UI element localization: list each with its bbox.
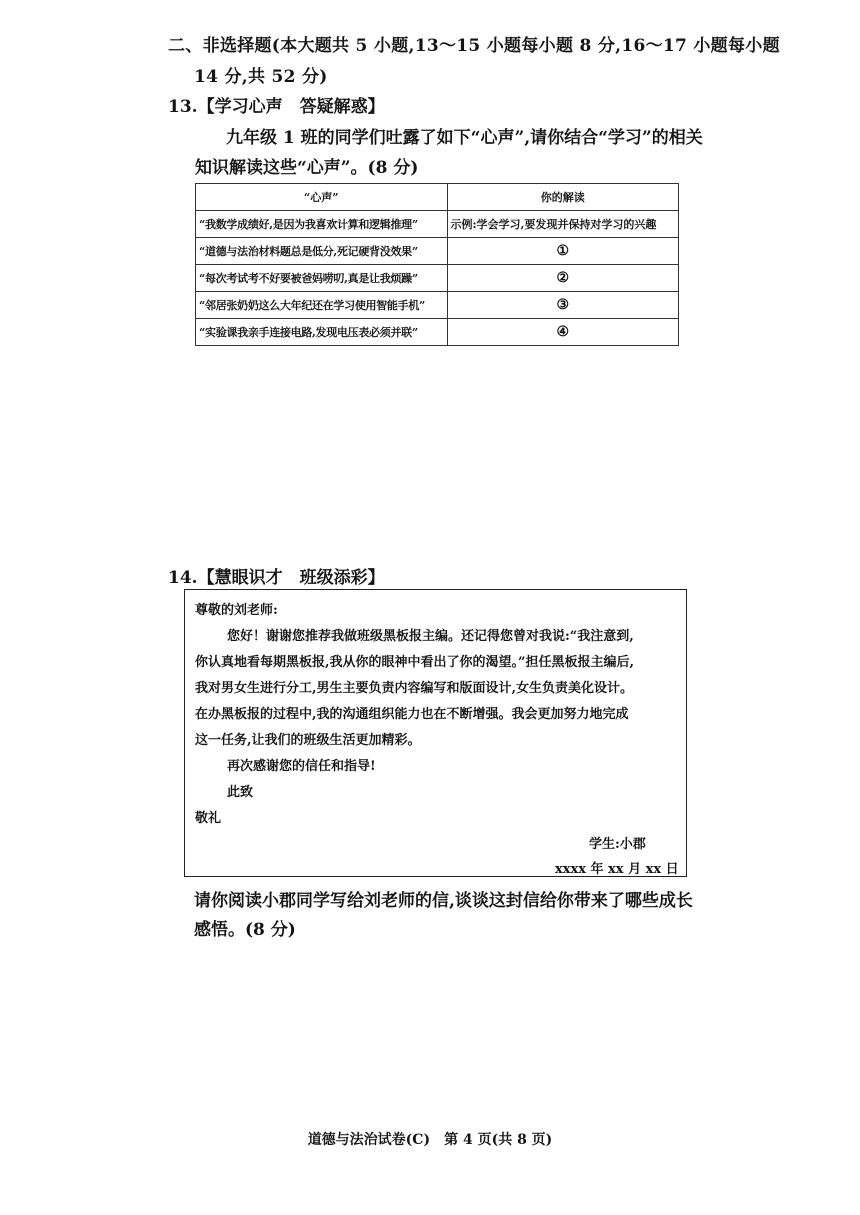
letter-signature: 学生:小郡 <box>589 837 646 852</box>
section-title-continued: 14 分,共 52 分) <box>194 67 328 87</box>
letter-greeting: 尊敬的刘老师: <box>195 603 278 618</box>
voice-cell: “我数学成绩好,是因为我喜欢计算和逻辑推理” <box>196 211 448 238</box>
letter-line: 在办黑板报的过程中,我的沟通组织能力也在不断增强。我会更加努力地完成 <box>195 707 629 722</box>
question-14-task: 请你阅读小郡同学写给刘老师的信,谈谈这封信给你带来了哪些成长 <box>194 891 693 911</box>
table-row <box>196 211 679 238</box>
letter-closing: 此致 <box>227 785 254 800</box>
voice-cell: “每次考试考不好要被爸妈唠叨,真是让我烦躁” <box>196 265 448 292</box>
table-row <box>196 265 679 292</box>
voice-cell: “邻居张奶奶这么大年纪还在学习使用智能手机” <box>196 292 448 319</box>
letter-line: 这一任务,让我们的班级生活更加精彩。 <box>195 733 421 748</box>
letter-thanks: 再次感谢您的信任和指导! <box>227 759 376 774</box>
question-14-heading: 14.【慧眼识才 班级添彩】 <box>168 568 385 588</box>
table-row <box>196 292 679 319</box>
answer-mark-1: ① <box>447 238 679 265</box>
letter-line: 你认真地看每期黑板报,我从你的眼神中看出了你的渴望。”担任黑板报主编后, <box>195 655 635 670</box>
question-13-heading: 13.【学习心声 答疑解惑】 <box>168 97 385 117</box>
table-row <box>196 319 679 346</box>
interpretation-cell: 示例:学会学习,要发现并保持对学习的兴趣 <box>447 211 679 238</box>
page-footer: 道德与法治试卷(C) 第 4 页(共 8 页) <box>307 1132 553 1148</box>
letter-line: 您好！谢谢您推荐我做班级黑板报主编。还记得您曾对我说:“我注意到, <box>227 629 634 644</box>
table-header-row <box>196 184 679 211</box>
answer-mark-3: ③ <box>447 292 679 319</box>
table-row <box>196 238 679 265</box>
letter-date: xxxx 年 xx 月 xx 日 <box>555 862 679 877</box>
letter-line: 我对男女生进行分工,男生主要负责内容编写和版面设计,女生负责美化设计。 <box>195 681 634 696</box>
letter-closing-salute: 敬礼 <box>195 811 222 826</box>
voice-cell: “实验课我亲手连接电路,发现电压表必须并联” <box>196 319 448 346</box>
header-interpretation: 你的解读 <box>447 184 679 211</box>
question-13-intro: 九年级 1 班的同学们吐露了如下“心声”,请你结合“学习”的相关 <box>226 128 703 148</box>
header-voice: “心声” <box>196 184 448 211</box>
answer-mark-4: ④ <box>447 319 679 346</box>
voices-table <box>195 183 679 346</box>
question-14-task-continued: 感悟。(8 分) <box>194 920 296 940</box>
section-title: 二、非选择题(本大题共 5 小题,13～15 小题每小题 8 分,16～17 小题每小题 <box>168 36 780 56</box>
letter-box <box>184 589 687 877</box>
voice-cell: “道德与法治材料题总是低分,死记硬背没效果” <box>196 238 448 265</box>
question-13-intro-continued: 知识解读这些“心声”。(8 分) <box>195 158 419 178</box>
answer-mark-2: ② <box>447 265 679 292</box>
